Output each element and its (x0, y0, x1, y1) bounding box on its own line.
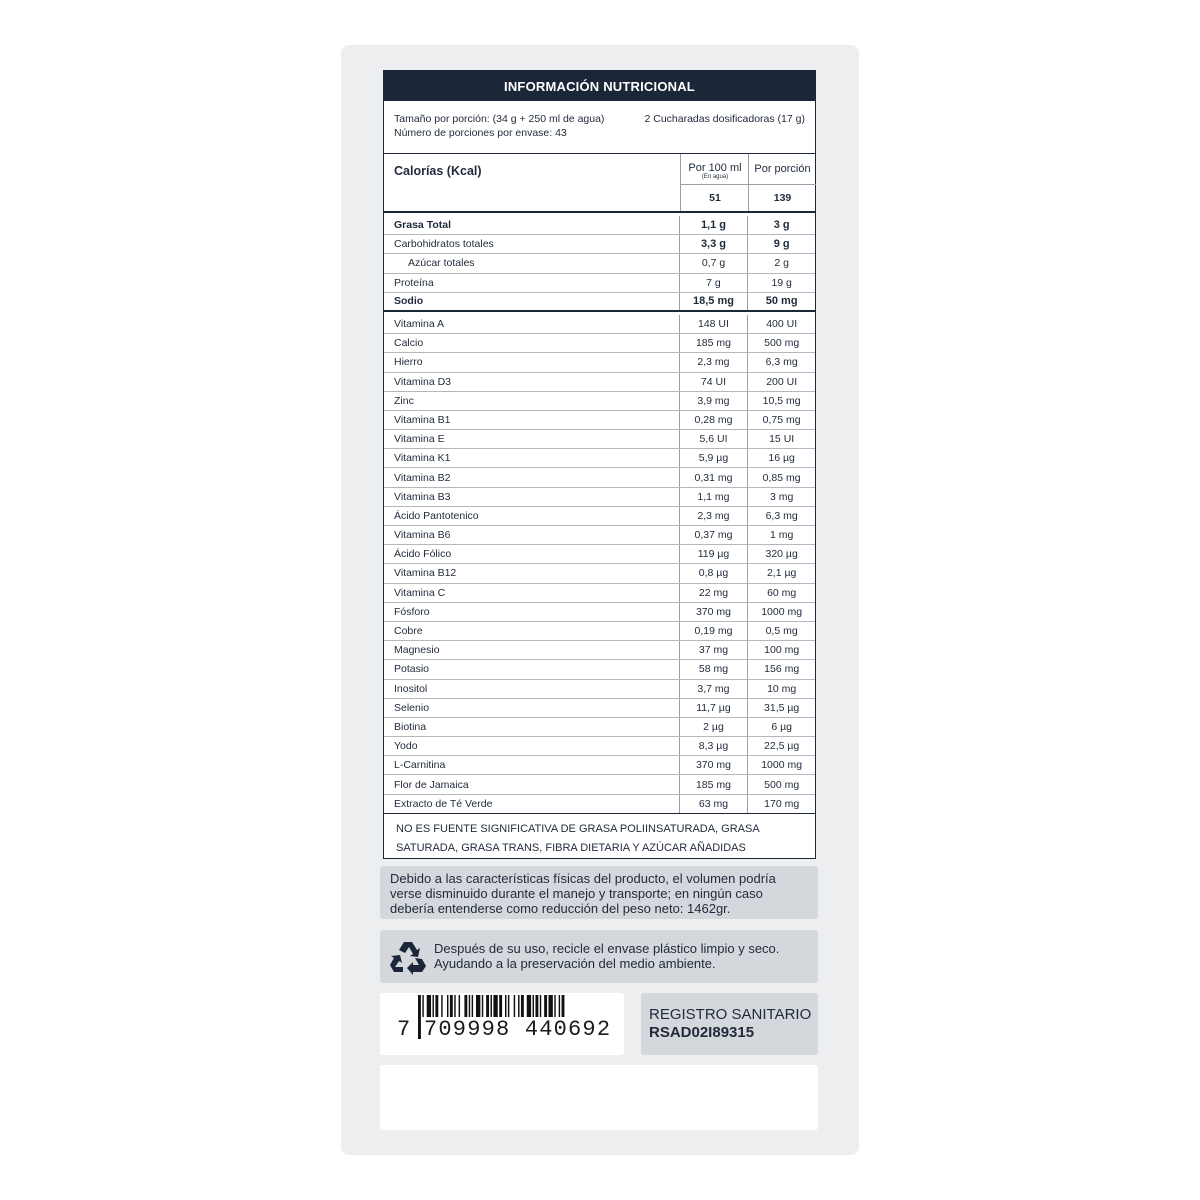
table-row (384, 699, 815, 718)
recycle-notice (380, 930, 818, 983)
column-header-100ml (681, 154, 749, 185)
value-per-100ml: 5,6 UI (679, 430, 748, 448)
volume-notice (380, 866, 818, 919)
blank-label-area (380, 1065, 818, 1130)
value-per-100ml: 2 µg (679, 718, 748, 736)
value-per-portion: 320 µg (747, 545, 815, 563)
value-per-portion: 50 mg (747, 293, 815, 310)
table-row (384, 795, 815, 814)
value-per-100ml: 3,7 mg (679, 680, 748, 698)
table-row (384, 254, 815, 273)
table-row (384, 564, 815, 583)
table-row (384, 641, 815, 660)
table-row (384, 353, 815, 372)
barcode-digits: 709998 440692 (424, 1017, 612, 1042)
nutrient-name: Vitamina A (394, 318, 445, 331)
footnote-line-2: SATURADA, GRASA TRANS, FIBRA DIETARIA Y AZÚCAR AÑADIDAS (396, 841, 746, 854)
table-row (384, 507, 815, 526)
table-row (384, 334, 815, 353)
nutrient-name: Vitamina E (394, 433, 445, 446)
portions-per-container: Número de porciones por envase: 43 (394, 127, 567, 139)
notice-line-2: verse disminuido durante el manejo y transporte; en ningún caso (390, 886, 763, 901)
value-per-100ml: 2,3 mg (679, 507, 748, 525)
table-row (384, 449, 815, 468)
value-per-100ml: 0,31 mg (679, 468, 748, 486)
nutrient-name: Grasa Total (394, 219, 451, 232)
column-header-portion (749, 154, 816, 185)
table-row (384, 756, 815, 775)
value-per-portion: 200 UI (747, 373, 815, 391)
table-row (384, 680, 815, 699)
value-per-100ml: 2,3 mg (679, 353, 748, 371)
value-per-portion: 1000 mg (747, 756, 815, 774)
value-per-100ml: 37 mg (679, 641, 748, 659)
calories-portion-value: 139 (773, 191, 792, 204)
value-per-100ml: 0,28 mg (679, 411, 748, 429)
value-per-portion: 9 g (747, 235, 815, 253)
value-per-100ml: 63 mg (679, 795, 748, 813)
table-row (384, 468, 815, 487)
value-per-100ml: 8,3 µg (679, 737, 748, 755)
table-row (384, 274, 815, 293)
header-100ml-sub: (En agua) (701, 174, 729, 180)
nutrient-name: Flor de Jamaica (394, 778, 469, 791)
nutrient-name: Extracto de Té Verde (394, 797, 493, 810)
value-per-portion: 10,5 mg (747, 392, 815, 410)
nutrient-name: Magnesio (394, 644, 440, 657)
value-per-portion: 0,85 mg (747, 468, 815, 486)
value-per-100ml: 0,37 mg (679, 526, 748, 544)
registration-title: REGISTRO SANITARIO (649, 1006, 812, 1023)
value-per-100ml: 370 mg (679, 603, 748, 621)
nutrient-name: Carbohidratos totales (394, 238, 494, 251)
value-per-100ml: 148 UI (679, 315, 748, 333)
nutrient-name: Selenio (394, 701, 430, 714)
value-per-portion: 10 mg (747, 680, 815, 698)
value-per-100ml: 185 mg (679, 775, 748, 793)
value-per-portion: 19 g (747, 274, 815, 292)
table-row (384, 392, 815, 411)
nutrient-name: Vitamina K1 (394, 452, 451, 465)
value-per-portion: 500 mg (747, 775, 815, 793)
value-per-portion: 400 UI (747, 315, 815, 333)
table-row (384, 775, 815, 794)
table-row (384, 584, 815, 603)
value-per-portion: 2 g (747, 254, 815, 272)
value-per-portion: 6,3 mg (747, 507, 815, 525)
serving-info (384, 101, 815, 154)
value-per-100ml: 3,3 g (679, 235, 748, 253)
table-row (384, 235, 815, 254)
nutrient-name: Vitamina B12 (394, 567, 457, 580)
value-per-100ml: 1,1 g (679, 216, 748, 234)
value-per-100ml: 58 mg (679, 660, 748, 678)
macronutrients-list (384, 213, 815, 312)
value-per-100ml: 0,8 µg (679, 564, 748, 582)
column-per-portion (748, 154, 816, 211)
value-per-100ml: 11,7 µg (679, 699, 748, 717)
barcode (380, 993, 624, 1055)
recycle-line-1: Después de su uso, recicle el envase plástico limpio y seco. (434, 941, 780, 956)
value-per-portion: 500 mg (747, 334, 815, 352)
header-100ml: Por 100 ml (688, 162, 742, 174)
value-per-portion: 15 UI (747, 430, 815, 448)
table-row (384, 718, 815, 737)
table-row (384, 216, 815, 235)
nutrient-name: Potasio (394, 663, 430, 676)
calories-block (384, 154, 815, 213)
table-row (384, 488, 815, 507)
notice-line-3: debería entenderse como reducción del peso neto: 1462gr. (390, 901, 731, 916)
nutrient-name: Vitamina B3 (394, 490, 451, 503)
nutrient-name: Hierro (394, 356, 423, 369)
scoops-info: 2 Cucharadas dosificadoras (17 g) (644, 113, 805, 125)
value-per-portion: 100 mg (747, 641, 815, 659)
calories-label: Calorías (Kcal) (394, 164, 482, 178)
nutrient-name: Azúcar totales (408, 257, 475, 270)
nutrient-name: Sodio (394, 295, 424, 308)
value-per-100ml: 7 g (679, 274, 748, 292)
value-per-100ml: 185 mg (679, 334, 748, 352)
nutrient-name: Calcio (394, 337, 424, 350)
value-per-portion: 170 mg (747, 795, 815, 813)
table-row (384, 373, 815, 392)
value-per-portion: 16 µg (747, 449, 815, 467)
table-row (384, 526, 815, 545)
nutrient-name: Vitamina B1 (394, 413, 451, 426)
notice-line-1: Debido a las características físicas del producto, el volumen podría (390, 871, 776, 886)
health-registration (641, 993, 818, 1055)
value-per-portion: 6,3 mg (747, 353, 815, 371)
recycle-icon (388, 937, 428, 977)
value-per-100ml: 119 µg (679, 545, 748, 563)
table-row (384, 622, 815, 641)
value-per-portion: 156 mg (747, 660, 815, 678)
nutrient-name: Yodo (394, 740, 418, 753)
value-per-100ml: 1,1 mg (679, 488, 748, 506)
nutrient-name: Cobre (394, 625, 423, 638)
value-per-portion: 0,75 mg (747, 411, 815, 429)
nutrient-name: Vitamina B6 (394, 529, 451, 542)
barcode-first-digit: 7 (397, 1017, 411, 1042)
table-row (384, 660, 815, 679)
header-portion: Por porción (754, 163, 811, 175)
barcode-bar (418, 995, 421, 1039)
registration-code: RSAD02I89315 (649, 1024, 755, 1041)
table-row (384, 430, 815, 449)
serving-size: Tamaño por porción: (34 g + 250 ml de agua) (394, 113, 605, 125)
value-per-portion: 1000 mg (747, 603, 815, 621)
table-row (384, 411, 815, 430)
nutrient-name: Vitamina C (394, 586, 446, 599)
facts-title: INFORMACIÓN NUTRICIONAL (384, 71, 815, 101)
nutrient-name: L-Carnitina (394, 759, 446, 772)
nutrient-name: Inositol (394, 682, 428, 695)
value-per-portion: 1 mg (747, 526, 815, 544)
nutrient-name: Ácido Fólico (394, 548, 452, 561)
value-per-portion: 22,5 µg (747, 737, 815, 755)
value-per-100ml: 0,19 mg (679, 622, 748, 640)
nutrient-name: Fósforo (394, 605, 430, 618)
value-per-portion: 60 mg (747, 584, 815, 602)
nutrient-name: Ácido Pantotenico (394, 509, 479, 522)
value-per-100ml: 0,7 g (679, 254, 748, 272)
footnote (384, 814, 815, 858)
value-per-portion: 2,1 µg (747, 564, 815, 582)
micronutrients-list (384, 315, 815, 814)
table-row (384, 603, 815, 622)
nutrient-name: Proteína (394, 276, 434, 289)
nutrient-name: Vitamina B2 (394, 471, 451, 484)
table-row (384, 315, 815, 334)
value-per-100ml: 3,9 mg (679, 392, 748, 410)
value-per-portion: 6 µg (747, 718, 815, 736)
value-per-100ml: 74 UI (679, 373, 748, 391)
value-per-portion: 3 mg (747, 488, 815, 506)
value-per-100ml: 22 mg (679, 584, 748, 602)
table-row (384, 293, 815, 312)
nutrient-name: Vitamina D3 (394, 375, 452, 388)
footnote-line-1: NO ES FUENTE SIGNIFICATIVA DE GRASA POLIINSATURADA, GRASA (396, 822, 760, 835)
recycle-text (434, 941, 779, 971)
table-row (384, 737, 815, 756)
value-per-portion: 0,5 mg (747, 622, 815, 640)
calories-100ml-value: 51 (709, 191, 721, 204)
nutrient-name: Biotina (394, 720, 427, 733)
nutrition-facts-table (383, 70, 816, 859)
nutrient-name: Zinc (394, 394, 414, 407)
column-per-100ml (680, 154, 749, 211)
value-per-100ml: 5,9 µg (679, 449, 748, 467)
value-per-portion: 3 g (747, 216, 815, 234)
value-per-100ml: 370 mg (679, 756, 748, 774)
value-per-portion: 31,5 µg (747, 699, 815, 717)
table-row (384, 545, 815, 564)
value-per-100ml: 18,5 mg (679, 293, 748, 310)
recycle-line-2: Ayudando a la preservación del medio ambiente. (434, 956, 716, 971)
